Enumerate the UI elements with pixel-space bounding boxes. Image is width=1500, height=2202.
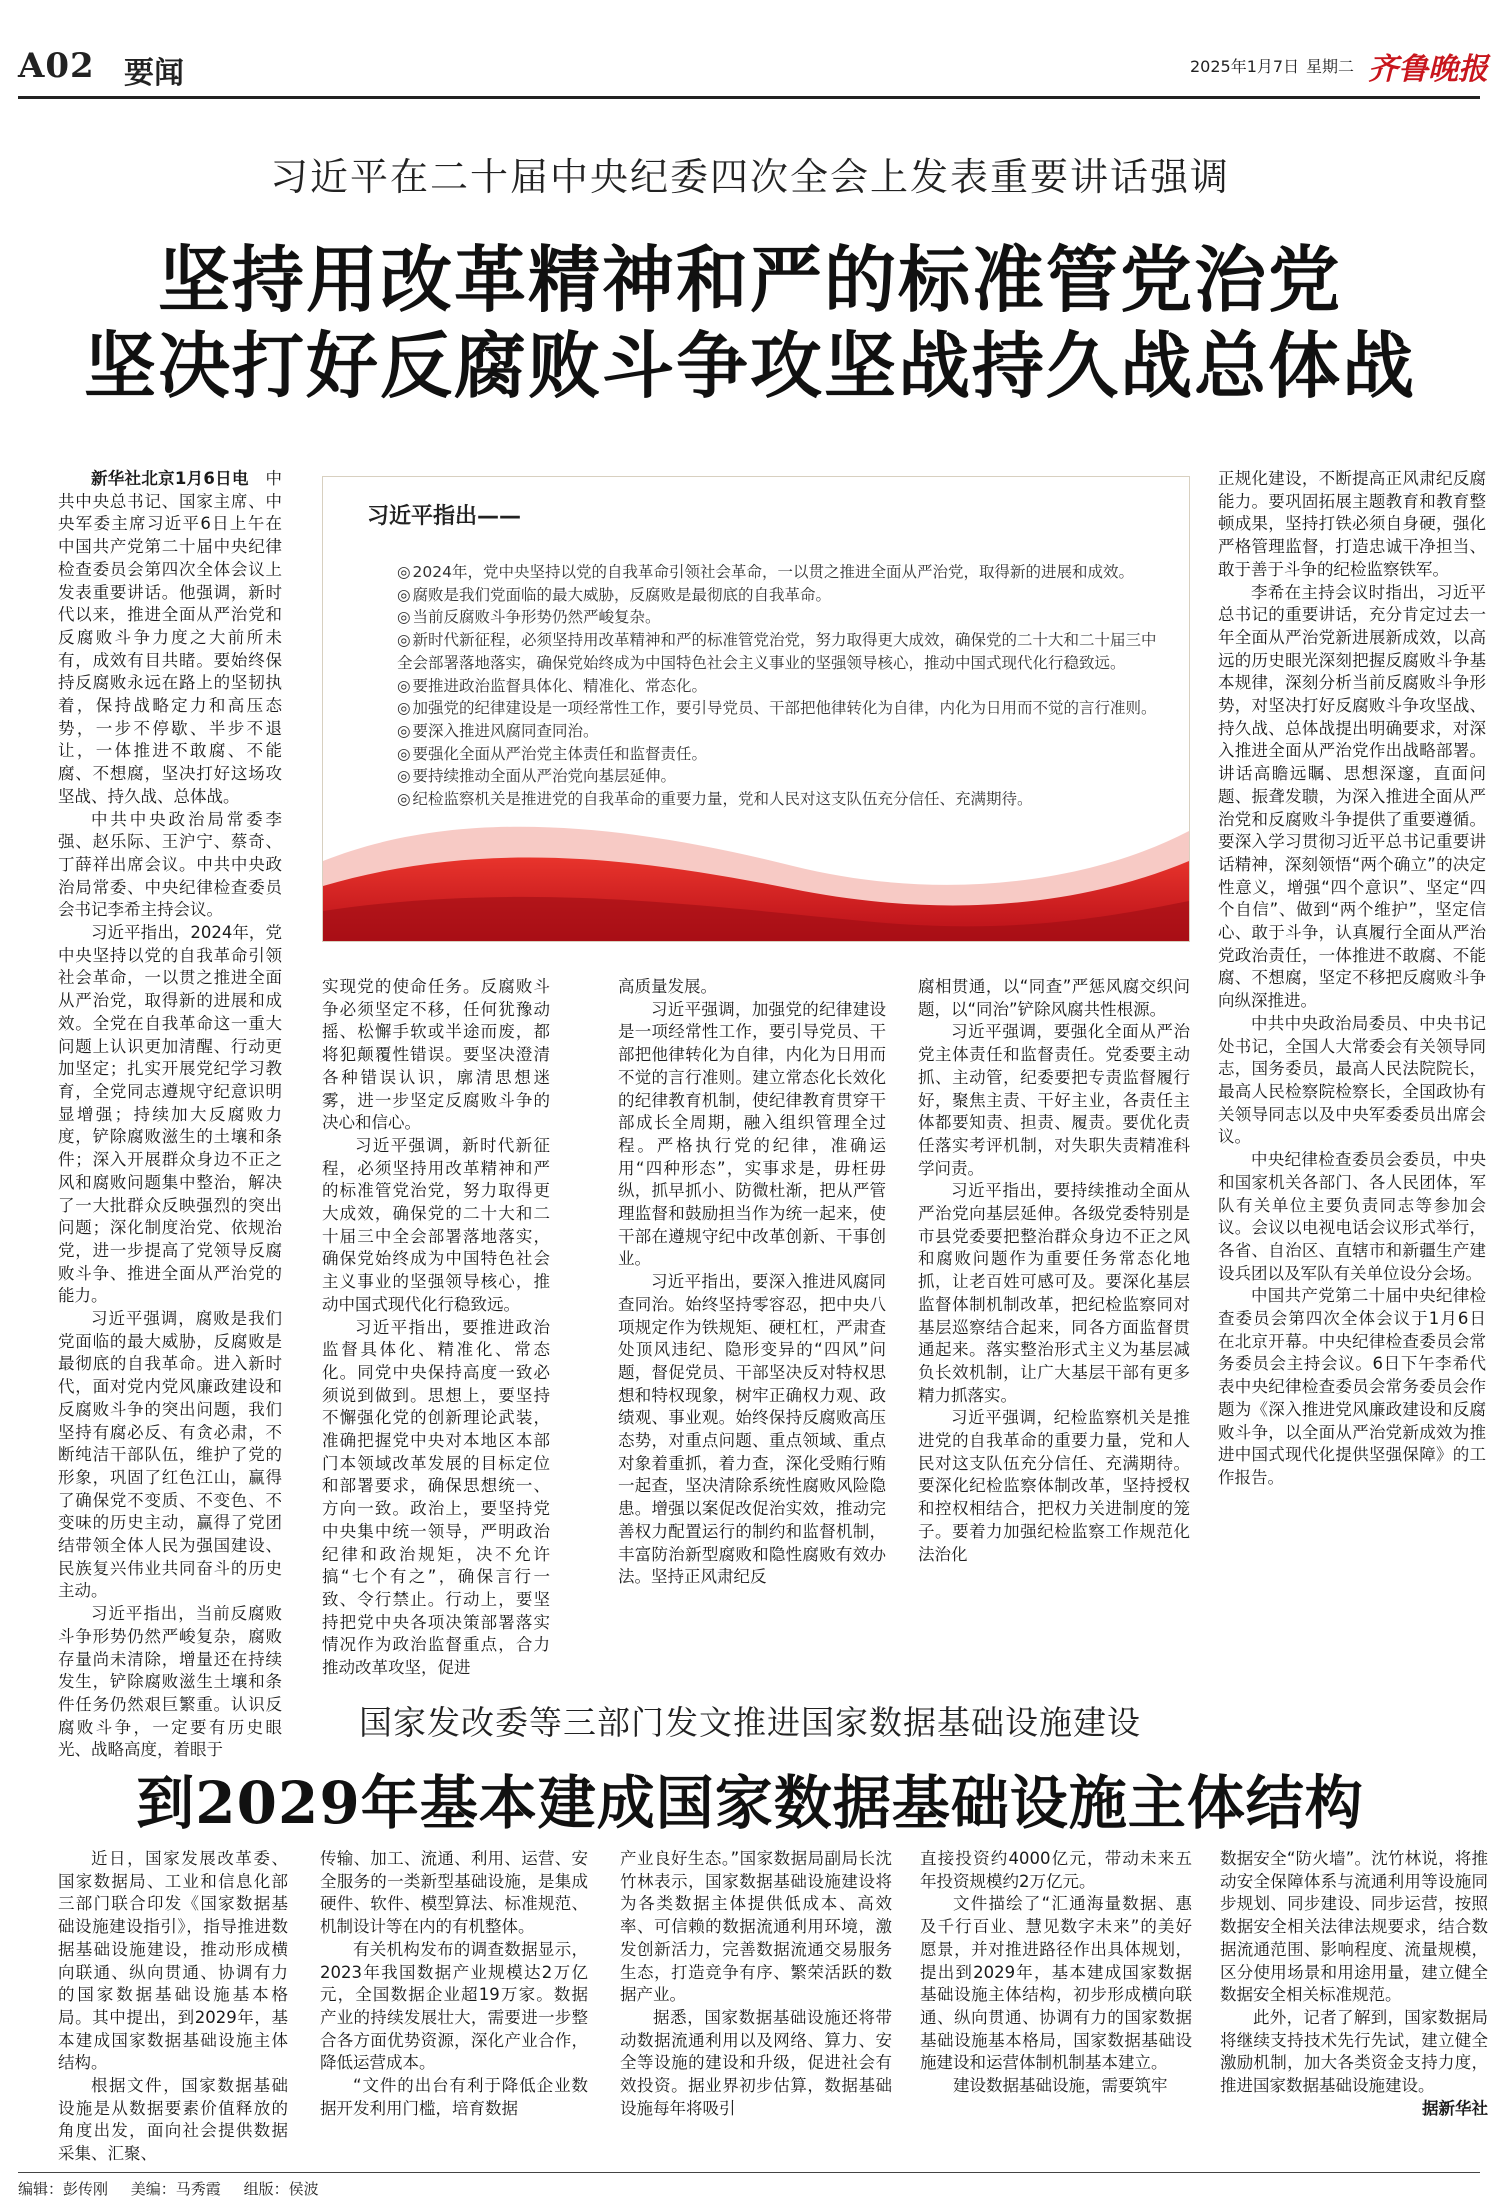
paragraph: 正规化建设，不断提高正风肃纪反腐能力。要巩固拓展主题教育和教育整顿成果，坚持打铁必须自身硬，强化严格管理监督，打造忠诚干净担当、敢于善于斗争的纪检监察铁军。 <box>1218 469 1486 579</box>
paragraph: 建设数据基础设施，需要筑牢 <box>953 2076 1168 2096</box>
quote-item: ◎ 2024年，党中央坚持以党的自我革命引领社会革命，一以贯之推进全面从严治党，取得新的进展和成效。 <box>397 563 1134 581</box>
page-header <box>18 40 1488 96</box>
paragraph: “文件的出台有利于降低企业数据开发利用门槛，培育数据 <box>320 2076 588 2118</box>
paragraph: 习近平强调，加强党的纪律建设是一项经常性工作，要引导党员、干部把他律转化为自律，内化为日用而不觉的言行准则。建立常态化长效化的纪律教育机制，使纪律教育贯穿干部成长全周期，融入组织管理全过程。严格执行党的纪律，准确运用“四种形态”，实事求是，毋枉毋纵，抓早抓小、防微杜渐，把从严管理监督和鼓励担当作为统一起来，使干部在遵规守纪中改革创新、干事创业。 <box>618 999 886 1269</box>
paragraph: 产业良好生态。”国家数据局副局长沈竹林表示，国家数据基础设施建设将为各类数据主体提供低成本、高效率、可信赖的数据流通利用环境，激发创新活力，完善数据流通交易服务生态，打造竞争有序、繁荣活跃的数据产业。 <box>620 1849 892 2005</box>
circle-bullet-icon: ◎ <box>397 631 411 650</box>
paragraph: 习近平指出，要推进政治监督具体化、精准化、常态化。同党中央保持高度一致必须说到做到。思想上，要坚持不懈强化党的创新理论武装，准确把握党中央对本地区本部门本领域改革发展的目标定位和部署要求，确保思想统一、方向一致。政治上，要坚持党中央集中统一领导，严明政治纪律和政治规矩，决不允许搞“七个有之”，确保言行一致、令行禁止。行动上，要坚持把党中央各项决策部署落实情况作为政治监督重点，合力推动改革攻坚，促进 <box>322 1317 550 1678</box>
story1-column-3 <box>618 976 886 1682</box>
quote-list <box>397 561 1157 811</box>
story1-column-2 <box>322 976 550 1682</box>
paragraph: 直接投资约4000亿元，带动未来五年投资规模约2万亿元。 <box>920 1849 1192 1891</box>
dateline: 新华社北京1月6日电 <box>91 469 249 488</box>
paragraph: 实现党的使命任务。反腐败斗争必须坚定不移，任何犹豫动摇、松懈手软或半途而废，都将犯颠覆性错误。要坚决澄清各种错误认识，廓清思想迷雾，进一步坚定反腐败斗争的决心和信心。 <box>322 977 550 1133</box>
quote-item: ◎ 要深入推进风腐同查同治。 <box>397 721 599 740</box>
section-name: 要闻 <box>124 56 184 91</box>
paragraph: 习近平指出，要持续推动全面从严治党向基层延伸。各级党委特别是市县党委要把整治群众身边不正之风和腐败问题作为重要任务常态化地抓，让老百姓可感可及。要深化基层监督体制机制改革，把纪检监察同对基层巡察结合起来，同各方面监督贯通起来。落实整治形式主义为基层减负长效机制，让广大基层干部有更多精力抓落实。 <box>918 1181 1190 1405</box>
quote-item: ◎ 当前反腐败斗争形势仍然严峻复杂。 <box>397 608 661 627</box>
quote-item: ◎ 新时代新征程，必须坚持用改革精神和严的标准管党治党，努力取得更大成效，确保党的二十大和二十届三中全会部署落地落实，确保党始终成为中国特色社会主义事业的坚强领导核心，推动中国式现代化行稳致远。 <box>397 631 1157 672</box>
paragraph: 此外，记者了解到，国家数据局将继续支持技术先行先试，建立健全激励机制，加大各类资金支持力度，推进国家数据基础设施建设。 <box>1220 2007 1488 2096</box>
circle-bullet-icon: ◎ <box>397 585 411 604</box>
newspaper-logo: 齐鲁晚报 <box>1368 52 1488 87</box>
paragraph: 习近平强调，腐败是我们党面临的最大威胁，反腐败是最彻底的自我革命。进入新时代，面对党内党风廉政建设和反腐败斗争的突出问题，我们坚持有腐必反、有贪必肃，不断纯洁干部队伍，维护了党的形象，巩固了红色江山，赢得了确保党不变质、不变色、不变味的历史主动，赢得了党团结带领全体人民为强国建设、民族复兴伟业共同奋斗的历史主动。 <box>58 1309 282 1601</box>
circle-bullet-icon: ◎ <box>397 608 411 627</box>
story2-column-5 <box>1220 1848 1488 2170</box>
paragraph: 习近平指出，当前反腐败斗争形势仍然严峻复杂，腐败存量尚未清除，增量还在持续发生，铲除腐败滋生土壤和条件任务仍然艰巨繁重。认识反腐败斗争，一定要有历史眼光、战略高度，着眼于 <box>58 1604 282 1760</box>
red-wave-decoration <box>323 791 1189 941</box>
quote-item: ◎ 加强党的纪律建设是一项经常性工作，要引导党员、干部把他律转化为自律，内化为日用而不觉的言行准则。 <box>397 699 1157 718</box>
circle-bullet-icon: ◎ <box>397 676 411 695</box>
story2-headline: 到2029年基本建成国家数据基础设施主体结构 <box>136 1769 1364 1837</box>
story2-kicker: 国家发改委等三部门发文推进国家数据基础设施建设 <box>359 1703 1141 1742</box>
paragraph: 传输、加工、流通、利用、运营、安全服务的一类新型基础设施，是集成硬件、软件、模型算法、标准规范、机制设计等在内的有机整体。 <box>320 1849 588 1937</box>
circle-bullet-icon: ◎ <box>397 699 411 718</box>
story1-headline-line2: 坚决打好反腐败斗争攻坚战持久战总体战 <box>83 323 1416 408</box>
quote-item: ◎ 要持续推动全面从严治党向基层延伸。 <box>397 767 677 786</box>
story1-headline-line1: 坚持用改革精神和严的标准管党治党 <box>157 237 1342 322</box>
paragraph: 据悉，国家数据基础设施还将带动数据流通利用以及网络、算力、安全等设施的建设和升级，促进社会有效投资。据业界初步估算，数据基础设施每年将吸引 <box>620 2007 892 2118</box>
quote-item: ◎ 腐败是我们党面临的最大威胁，反腐败是最彻底的自我革命。 <box>397 585 832 604</box>
quote-box-title: 习近平指出—— <box>367 504 522 529</box>
paragraph: 习近平强调，要强化全面从严治党主体责任和监督责任。党委要主动抓、主动管，纪委要把专责监督履行好，聚焦主责、干好主业，各责任主体都要知责、担责、履责。要优化责任落实考评机制，对失职失责精准科学问责。 <box>918 1022 1190 1178</box>
paragraph: 近日，国家发展改革委、国家数据局、工业和信息化部三部门联合印发《国家数据基础设施建设指引》，指导推进数据基础设施建设，推动形成横向联通、纵向贯通、协调有力的国家数据基础设施基本格局。其中提出，到2029年，基本建成国家数据基础设施主体结构。 <box>58 1849 288 2073</box>
story2-column-3 <box>620 1848 892 2170</box>
story1-column-5 <box>1218 468 1486 1682</box>
circle-bullet-icon: ◎ <box>397 563 411 581</box>
issue-weekday: 星期二 <box>1306 57 1355 76</box>
quote-item: ◎ 纪检监察机关是推进党的自我革命的重要力量，党和人民对这支队伍充分信任、充满期待。 <box>397 790 1033 809</box>
paragraph: 腐相贯通，以“同查”严惩风腐交织问题，以“同治”铲除风腐共性根源。 <box>918 977 1190 1019</box>
paragraph: 根据文件，国家数据基础设施是从数据要素价值释放的角度出发，面向社会提供数据采集、汇聚、 <box>58 2076 288 2164</box>
paragraph: 数据安全“防火墙”。沈竹林说，将推动安全保障体系与流通利用等设施同步规划、同步建设、同步运营，按照数据安全相关法律法规要求，结合数据流通范围、影响程度、流量规模，区分使用场景和用途用量，建立健全数据安全相关标准规范。 <box>1220 1849 1488 2005</box>
quote-item: ◎ 要推进政治监督具体化、精准化、常态化。 <box>397 676 708 695</box>
paragraph: 习近平强调，纪检监察机关是推进党的自我革命的重要力量，党和人民对这支队伍充分信任、充满期待。要深化纪检监察体制改革，坚持授权和控权相结合，把权力关进制度的笼子。要着力加强纪检监察工作规范化法治化 <box>918 1408 1190 1564</box>
story1-column-1 <box>58 468 282 1760</box>
header-rule <box>18 96 1480 99</box>
issue-date: 2025年1月7日 <box>1190 57 1300 76</box>
quote-item: ◎ 要强化全面从严治党主体责任和监督责任。 <box>397 744 708 763</box>
paragraph: 中国共产党第二十届中央纪律检查委员会第四次全体会议于1月6日在北京开幕。中央纪律检查委员会常务委员会主持会议。6日下午李希代表中央纪律检查委员会常务委员会作题为《深入推进党风廉政建设和反腐败斗争，以全面从严治党新成效为推进中国式现代化提供坚强保障》的工作报告。 <box>1218 1286 1486 1487</box>
paragraph: 文件描绘了“汇通海量数据、惠及千行百业、慧见数字未来”的美好愿景，并对推进路径作出具体规划，提出到2029年，基本建成国家数据基础设施主体结构，初步形成横向联通、纵向贯通、协调有力的国家数据基础设施基本格局，国家数据基础设施建设和运营体制机制基本建立。 <box>920 1894 1192 2073</box>
circle-bullet-icon: ◎ <box>397 790 411 809</box>
circle-bullet-icon: ◎ <box>397 744 411 763</box>
page-number: A02 <box>18 46 95 86</box>
paragraph: 高质量发展。 <box>618 977 717 996</box>
paragraph: 有关机构发布的调查数据显示，2023年我国数据产业规模达2万亿元，全国数据企业超19万家。数据产业的持续发展壮大，需要进一步整合各方面优势资源，深化产业合作，降低运营成本。 <box>320 1939 588 2073</box>
editor-credit: 编辑：彭传刚 <box>18 2180 109 2198</box>
designer-credit: 美编：马秀霞 <box>130 2180 221 2198</box>
layout-credit: 组版：侯波 <box>243 2180 319 2198</box>
footer-rule <box>18 2172 1480 2173</box>
paragraph: 李希在主持会议时指出，习近平总书记的重要讲话，充分肯定过去一年全面从严治党新进展新成效，以高远的历史眼光深刻把握反腐败斗争基本规律，深刻分析当前反腐败斗争形势，对坚决打好反腐败斗争攻坚战、持久战、总体战提出明确要求，对深入推进全面从严治党作出战略部署。讲话高瞻远瞩、思想深邃，直面问题、振聋发聩，为深入推进全面从严治党和反腐败斗争提供了重要遵循。要深入学习贯彻习近平总书记重要讲话精神，深刻领悟“两个确立”的决定性意义，增强“四个意识”、坚定“四个自信”、做到“两个维护”，坚定信心、敢于斗争，认真履行全面从严治党政治责任，一体推进不敢腐、不能腐、不想腐，坚定不移把反腐败斗争向纵深推进。 <box>1218 582 1486 1011</box>
story1-column-4 <box>918 976 1190 1682</box>
paragraph: 习近平指出，2024年，党中央坚持以党的自我革命引领社会革命，一以贯之推进全面从严治党，取得新的进展和成效。全党在自我革命这一重大问题上认识更加清醒、行动更加坚定；扎实开展党纪学习教育，全党同志遵规守纪意识明显增强；持续加大反腐败力度，铲除腐败滋生的土壤和条件；深入开展群众身边不正之风和腐败问题集中整治，解决了一大批群众反映强烈的突出问题；深化制度治党、依规治党，进一步提高了党领导反腐败斗争、推进全面从严治党的能力。 <box>58 923 282 1306</box>
paragraph: 习近平强调，新时代新征程，必须坚持用改革精神和严的标准管党治党，努力取得更大成效，确保党的二十大和二十届三中全会部署落地落实，确保党始终成为中国特色社会主义事业的坚强领导核心，推动中国式现代化行稳致远。 <box>322 1135 550 1314</box>
story2-column-4 <box>920 1848 1192 2170</box>
story2-column-2 <box>320 1848 588 2170</box>
circle-bullet-icon: ◎ <box>397 721 411 740</box>
paragraph: 习近平指出，要深入推进风腐同查同治。始终坚持零容忍，把中央八项规定作为铁规矩、硬杠杠，严肃查处顶风违纪、隐形变异的“四风”问题，督促党员、干部坚决反对特权思想和特权现象，树牢正确权力观、政绩观、事业观。始终保持反腐败高压态势，对重点问题、重点领域、重点对象着重抓，着力查，深化受贿行贿一起查，坚决清除系统性腐败风险隐患。增强以案促改促治实效，推动完善权力配置运行的制约和监督机制，丰富防治新型腐败和隐性腐败有效办法。坚持正风肃纪反 <box>618 1272 886 1587</box>
paragraph: 中共中央政治局常委李强、赵乐际、王沪宁、蔡奇、丁薛祥出席会议。中共中央政治局常委、中央纪律检查委员会书记李希主持会议。 <box>58 809 282 920</box>
paragraph: 中央纪律检查委员会委员，中央和国家机关各部门、各人民团体，军队有关单位主要负责同志等参加会议。会议以电视电话会议形式举行，各省、自治区、直辖市和新疆生产建设兵团以及军队有关单位设分会场。 <box>1218 1150 1486 1283</box>
paragraph: 新华社北京1月6日电 中共中央总书记、国家主席、中央军委主席习近平6日上午在中国共产党第二十届中央纪律检查委员会第四次全体会议上发表重要讲话。他强调，新时代以来，推进全面从严治党和反腐败斗争力度之大前所未有，成效有目共睹。要始终保持反腐败永远在路上的坚韧执着，保持战略定力和高压态势，一步不停歇、半步不退让，一体推进不敢腐、不能腐、不想腐，坚决打好这场攻坚战、持久战、总体战。 <box>58 469 282 806</box>
source-credit: 据新华社 <box>1422 2098 1488 2118</box>
page-footer <box>18 2178 337 2199</box>
paragraph: 中共中央政治局委员、中央书记处书记，全国人大常委会有关领导同志，国务委员，最高人民法院院长，最高人民检察院检察长，全国政协有关领导同志以及中央军委委员出席会议。 <box>1218 1013 1486 1147</box>
story2-column-1 <box>58 1848 288 2170</box>
story1-kicker: 习近平在二十届中央纪委四次全会上发表重要讲话强调 <box>269 155 1230 199</box>
circle-bullet-icon: ◎ <box>397 767 411 786</box>
quote-box <box>322 476 1190 942</box>
